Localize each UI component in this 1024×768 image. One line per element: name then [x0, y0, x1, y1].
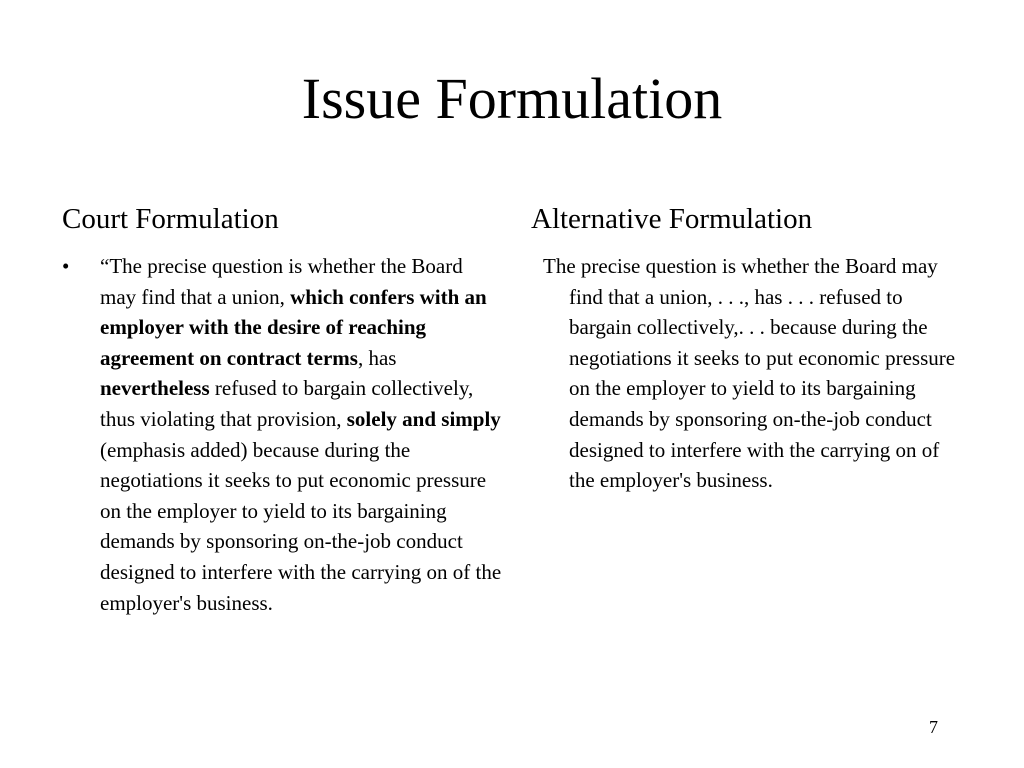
page-number: 7 [929, 717, 938, 737]
slide-title: Issue Formulation [301, 66, 723, 131]
quote-segment: “The precise question is whether the Board may find that a union, [100, 254, 463, 309]
alternative-formulation-heading: Alternative Formulation [531, 203, 813, 235]
alternative-formulation-text: The precise question is whether the Board may find that a union, . . ., has . . . refused to bargain collectively,. . . because during the negotiations it seeks to put economic pressure on the employer to yield to its bargaining demands by sponsoring on-the-job conduct designed to interfere with the carrying on of the employer's business. [543, 254, 956, 493]
quote-emphasis-segment: which confers with an employer with the desire of reaching agreement on contract terms [100, 284, 487, 370]
quote-segment: , has [357, 345, 397, 370]
court-formulation-heading: Court Formulation [62, 203, 279, 235]
court-formulation-bullet-item [62, 251, 502, 618]
court-formulation-text [100, 254, 501, 615]
bullet-icon: • [62, 254, 70, 278]
quote-emphasis-segment: nevertheless [100, 376, 210, 401]
court-formulation-body [62, 251, 502, 618]
quote-segment: (emphasis added) because during the negotiations it seeks to put economic pressure on the employer to yield to its bargaining demands by sponsoring on-the-job conduct designed to interfere with the carrying on of the employer's business. [100, 437, 502, 615]
quote-segment: refused to bargain collectively, thus violating that provision, [100, 376, 474, 431]
alternative-formulation-body [543, 251, 963, 496]
quote-emphasis-segment: solely and simply [346, 406, 501, 431]
